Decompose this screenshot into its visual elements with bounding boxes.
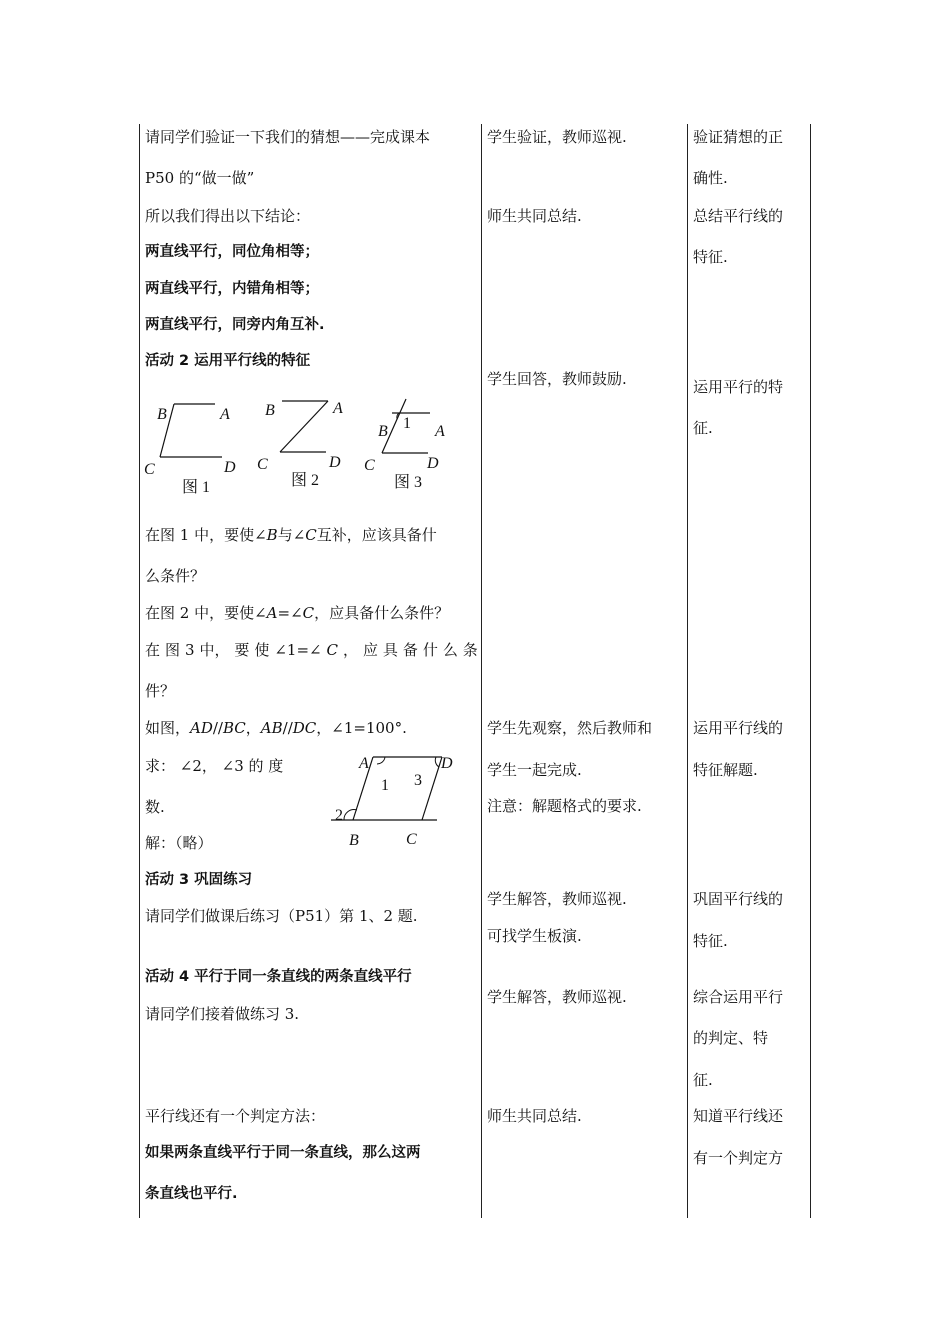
fig1-label-a: A — [220, 406, 230, 423]
ex-ad: AD — [190, 719, 213, 737]
fig3-label-b: B — [378, 423, 388, 440]
purpose-4b: 特征解题. — [693, 761, 758, 779]
activity2-title: 活动 2 运用平行线的特征 — [145, 353, 311, 369]
q3-word: 什 — [422, 641, 438, 659]
student-activity-4a: 学生先观察，然后教师和 — [487, 719, 653, 737]
rule-corresponding-angles: 两直线平行，同位角相等； — [145, 244, 319, 260]
activity4-text: 请同学们接着做练习 3. — [145, 1005, 300, 1023]
q3-word: ， — [342, 641, 358, 659]
theorem-line1: 如果两条直线平行于同一条直线，那么这两 — [145, 1145, 421, 1161]
q2-a: A — [266, 604, 278, 622]
student-activity-5a: 学生解答，教师巡视. — [487, 890, 627, 908]
fig3-label-d: D — [427, 455, 439, 472]
q3-word: 使 — [254, 641, 270, 659]
fig4-label-c: C — [406, 831, 417, 848]
fig3-label-1: 1 — [403, 415, 411, 432]
q3-word: 备 — [402, 641, 418, 659]
purpose-2b: 特征. — [693, 248, 728, 266]
q3-word: 条 — [462, 641, 478, 659]
q1-post: 互补，应该具备什 — [316, 526, 437, 544]
q2-pre: 在图 2 中，要使∠ — [145, 604, 267, 622]
figure-3 — [360, 395, 470, 500]
ex-comma: ， — [245, 719, 261, 737]
fig3-label-a: A — [435, 423, 445, 440]
q3-word: 具 — [382, 641, 398, 659]
q3-word: 要 — [234, 641, 250, 659]
student-activity-4b: 学生一起完成. — [487, 761, 582, 779]
fig4-label-1: 1 — [381, 777, 389, 794]
q3-word: 么 — [442, 641, 458, 659]
solution: 解：（略） — [145, 834, 213, 852]
student-activity-4c: 注意：解题格式的要求. — [487, 797, 642, 815]
student-activity-3: 学生回答，教师鼓励. — [487, 370, 627, 388]
fig2-label-a: A — [333, 400, 343, 417]
purpose-6b: 的判定、特 — [693, 1029, 769, 1047]
question-fig1-line1 — [145, 525, 437, 545]
student-activity-2: 师生共同总结. — [487, 207, 582, 225]
student-activity-7: 师生共同总结. — [487, 1107, 582, 1125]
verify-line1: 请同学们验证一下我们的猜想——完成课本 — [145, 128, 431, 146]
table-border-left — [139, 124, 140, 1218]
q2-post: ，应具备什么条件？ — [314, 604, 450, 622]
fig2-caption: 图 2 — [291, 472, 320, 489]
ex-angle: ，∠1=100°. — [316, 719, 407, 737]
purpose-5b: 特征. — [693, 932, 728, 950]
purpose-7b: 有一个判定方 — [693, 1149, 784, 1167]
q3-word: 中， — [199, 641, 230, 659]
student-activity-5b: 可找学生板演. — [487, 927, 582, 945]
fig4-label-a: A — [359, 755, 369, 772]
fig2-label-d: D — [329, 454, 341, 471]
purpose-2a: 总结平行线的 — [693, 207, 784, 225]
ask-line2: 数. — [145, 798, 165, 816]
verify-line2: P50 的“做一做” — [145, 169, 255, 187]
ex-bc: BC — [222, 719, 246, 737]
q1-mid: 与∠ — [277, 526, 306, 544]
purpose-6c: 征. — [693, 1071, 713, 1089]
question-fig2 — [145, 603, 449, 623]
q1-b: B — [266, 526, 278, 544]
figure-1 — [140, 395, 250, 500]
q1-pre: 在图 1 中，要使∠ — [145, 526, 267, 544]
q3-word: 图 — [164, 641, 180, 659]
fig1-label-b: B — [157, 406, 167, 423]
q3-word: 应 — [362, 641, 378, 659]
purpose-6a: 综合运用平行 — [693, 988, 784, 1006]
fig2-label-b: B — [265, 402, 275, 419]
purpose-4a: 运用平行线的 — [693, 719, 784, 737]
fig4-label-2: 2 — [335, 807, 343, 824]
fig1-caption: 图 1 — [182, 479, 211, 496]
activity3-text: 请同学们做课后练习（P51）第 1、2 题. — [145, 907, 418, 925]
purpose-1a: 验证猜想的正 — [693, 128, 784, 146]
question-fig1-line2: 么条件？ — [145, 567, 206, 585]
ask-line1: 求： ∠2， ∠3 的 度 — [145, 757, 284, 775]
purpose-1b: 确性. — [693, 169, 728, 187]
ex-ab: AB — [260, 719, 283, 737]
ex-par1: // — [212, 719, 223, 737]
fig4-label-b: B — [349, 832, 359, 849]
student-activity-1: 学生验证，教师巡视. — [487, 128, 627, 146]
purpose-5a: 巩固平行线的 — [693, 890, 784, 908]
q3-word: 3 — [184, 641, 195, 659]
figure-2 — [250, 395, 360, 500]
another-method: 平行线还有一个判定方法： — [145, 1107, 326, 1125]
fig4-label-d: D — [441, 755, 453, 772]
question-fig3-line1 — [145, 640, 478, 660]
fig2-label-c: C — [257, 456, 268, 473]
ex-par2: // — [282, 719, 293, 737]
purpose-3a: 运用平行的特 — [693, 378, 784, 396]
figure-4 — [325, 748, 470, 853]
q3-word: 在 — [145, 641, 161, 659]
rule-interior-angles: 两直线平行，同旁内角互补. — [145, 317, 325, 333]
activity3-title: 活动 3 巩固练习 — [145, 872, 253, 888]
fig3-caption: 图 3 — [394, 474, 423, 491]
purpose-3b: 征. — [693, 419, 713, 437]
student-activity-6: 学生解答，教师巡视. — [487, 988, 627, 1006]
ex-dc: DC — [292, 719, 317, 737]
ex-pre: 如图， — [145, 719, 191, 737]
example-statement — [145, 718, 407, 738]
q1-c: C — [305, 526, 317, 544]
q3-word: ∠1=∠ — [274, 641, 322, 659]
question-fig3-line2: 件？ — [145, 682, 176, 700]
purpose-7a: 知道平行线还 — [693, 1107, 784, 1125]
theorem-line2: 条直线也平行. — [145, 1186, 238, 1202]
activity4-title: 活动 4 平行于同一条直线的两条直线平行 — [145, 969, 412, 985]
rule-alternate-angles: 两直线平行，内错角相等； — [145, 281, 319, 297]
q2-mid: =∠ — [277, 604, 303, 622]
q2-c: C — [302, 604, 315, 622]
table-divider-1 — [481, 124, 482, 1218]
table-divider-2 — [687, 124, 688, 1218]
table-border-right — [810, 124, 811, 1218]
fig4-label-3: 3 — [414, 772, 422, 789]
q3-word: C — [326, 641, 339, 659]
fig3-label-c: C — [364, 457, 375, 474]
conclusion-intro: 所以我们得出以下结论： — [145, 207, 311, 225]
fig1-label-c: C — [144, 461, 155, 478]
fig1-label-d: D — [224, 459, 236, 476]
